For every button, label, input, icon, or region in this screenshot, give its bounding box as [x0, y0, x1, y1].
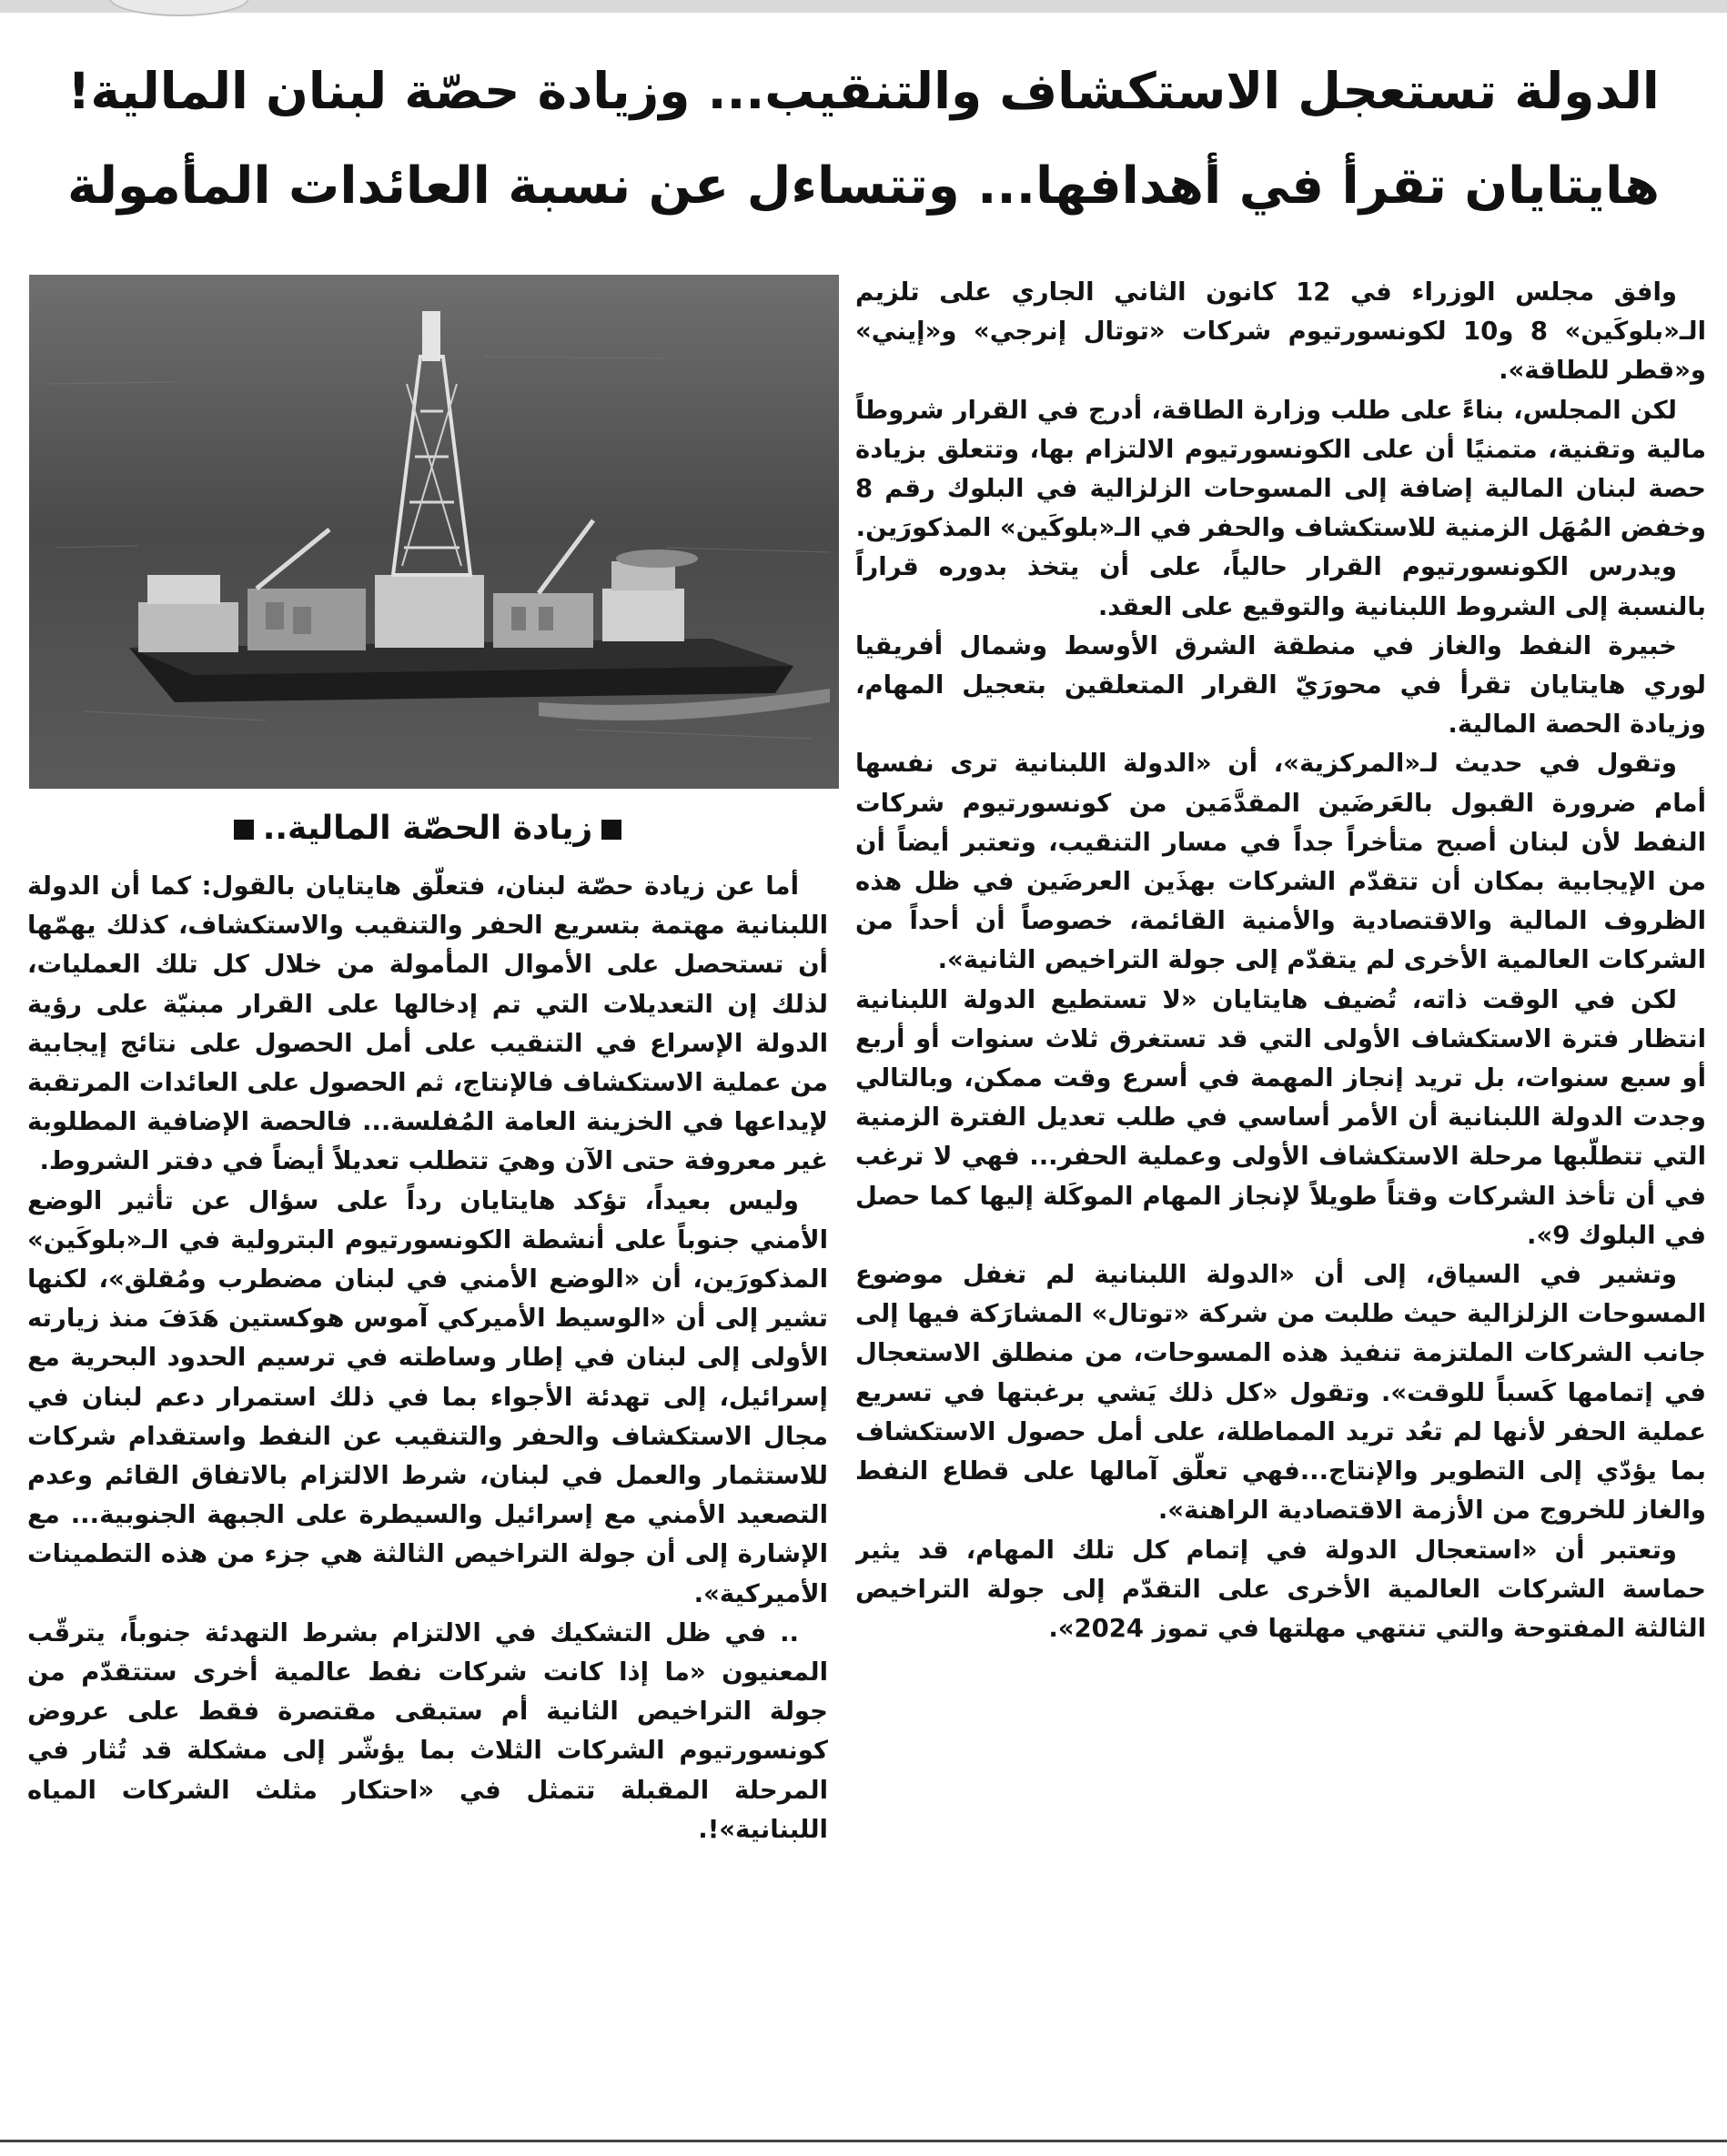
paragraph: أما عن زيادة حصّة لبنان، فتعلّق هايتايان بالقول: كما أن الدولة اللبنانية مهتمة بتسريع الحفر والتنقيب والاستكشاف، كذلك يهمّها أن تستحصل على الأموال المأمولة من خلال كل تلك العمليات، لذلك إن التعديلات التي تم إدخالها على القرار مبنيّة على رؤية الدولة الإسراع في التنقيب على أمل الحصول على نتائج إيجابية من عملية الاستكشاف فالإنتاج، ثم الحصول على العائدات المرتقبة لإيداعها في الخزينة العامة المُفلسة... فالحصة الإضافية المطلوبة غير معروفة حتى الآن وهيَ تتطلب تعديلاً أيضاً في دفتر الشروط. [27, 871, 828, 1176]
paragraph: ويدرس الكونسورتيوم القرار حالياً، على أن يتخذ بدوره قراراً بالنسبة إلى الشروط اللبنانية والتوقيع على العقد. [855, 552, 1706, 621]
paragraph: وتقول في حديث لـ«المركزية»، أن «الدولة اللبنانية ترى نفسها أمام ضرورة القبول بالعَرضَين المقدَّمَين من كونسورتيوم شركات النفط لأن لبنان أصبح متأخراً جداً في مسار التنقيب، وتعتبر أيضاً أن من الإيجابية بمكان أن تتقدّم الشركات بهذَين العرضَين في ظل هذه الظروف المالية والاقتصادية والأمنية القائمة، خصوصاً أن أحداً من الشركات العالمية الأخرى لم يتقدّم إلى جولة التراخيص الثانية». [855, 749, 1706, 975]
paragraph: وتعتبر أن «استعجال الدولة في إتمام كل تلك المهام، قد يثير حماسة الشركات العالمية الأخرى على التقدّم إلى جولة التراخيص الثالثة المفتوحة والتي تنتهي مهلتها في تموز 2024». [855, 1535, 1706, 1643]
paragraph: وليس بعيداً، تؤكد هايتايان رداً على سؤال عن تأثير الوضع الأمني جنوباً على أنشطة الكونسورتيوم البترولية في الـ«بلوكَين» المذكورَين، أن «الوضع الأمني في لبنان مضطرب ومُقلق»، لكنها تشير إلى أن «الوسيط الأميركي آموس هوكستين هَدَفَ منذ زيارته الأولى إلى لبنان في إطار وساطته في ترسيم الحدود البحرية مع إسرائيل، إلى تهدئة الأجواء بما في ذلك استمرار دعم لبنان في مجال الاستكشاف والحفر والتنقيب عن النفط واستقدام شركات للاستثمار والعمل في لبنان، شرط الالتزام بالاتفاق القائم وعدم التصعيد الأمني مع إسرائيل والسيطرة على الجبهة الجنوبية... مع الإشارة إلى أن جولة التراخيص الثالثة هي جزء من هذه التطمينات الأميركية». [27, 1185, 828, 1608]
paragraph: .. في ظل التشكيك في الالتزام بشرط التهدئة جنوباً، يترقّب المعنيون «ما إذا كانت شركات نفط عالمية أخرى ستتقدّم من جولة التراخيص الثانية أم ستبقى مقتصرة فقط على عروض كونسورتيوم الشركات الثلاث بما يؤشّر إلى مشكلة قد تُثار في المرحلة المقبلة تتمثل في «احتكار مثلث الشركات المياه اللبنانية»!. [27, 1617, 828, 1844]
paragraph: لكن في الوقت ذاته، تُضيف هايتايان «لا تستطيع الدولة اللبنانية انتظار فترة الاستكشاف الأولى التي قد تستغرق ثلاث سنوات أو أربع أو سبع سنوات، بل تريد إنجاز المهمة في أسرع وقت ممكن، وبالتالي وجدت الدولة اللبنانية أن الأمر أساسي في طلب تعديل الفترة الزمنية التي تتطلّبها مرحلة الاستكشاف الأولى وعملية الحفر... فهي لا ترغب في أن تأخذ الشركات وقتاً طويلاً لإنجاز المهام الموكَلة إليها كما حصل في البلوك 9». [855, 984, 1706, 1250]
bottom-rule [0, 2140, 1727, 2142]
square-bullet-icon [234, 820, 254, 840]
paragraph: وتشير في السياق، إلى أن «الدولة اللبنانية لم تغفل موضوع المسوحات الزلزالية حيث طلبت من شركة «توتال» المشارَكة فيها إلى جانب الشركات الملتزمة تنفيذ هذه المسوحات، من منطلق الاستعجال في إتمامها كَسباً للوقت». وتقول «كل ذلك يَشي برغبتها في تسريع عملية الحفر لأنها لم تعُد تريد المماطلة، على أمل حصول الاستكشاف بما يؤدّي إلى التطوير والإنتاج...فهي تعلّق آمالها على قطاع النفط والغاز للخروج من الأزمة الاقتصادية الراهنة». [855, 1260, 1706, 1526]
subheading-text: زيادة الحصّة المالية.. [262, 810, 593, 847]
top-border-strip [0, 0, 1727, 13]
drillship-image [29, 275, 839, 789]
article-column-right [855, 273, 1706, 2129]
masthead-logo-fragment [109, 0, 249, 16]
paragraph: خبيرة النفط والغاز في منطقة الشرق الأوسط وشمال أفريقيا لوري هايتايان تقرأ في محورَيّ القرار المتعلقين بتعجيل المهام، وزيادة الحصة المالية. [855, 630, 1706, 740]
headline-line-2: هايتايان تقرأ في أهدافها... وتتساءل عن نسبة العائدات المأمولة [67, 156, 1660, 216]
square-bullet-icon [601, 820, 621, 840]
headline-line-1: الدولة تستعجل الاستكشاف والتنقيب... وزيادة حصّة لبنان المالية! [67, 62, 1660, 120]
article-photo [29, 275, 839, 789]
section-subheading [27, 810, 828, 847]
paragraph: وافق مجلس الوزراء في 12 كانون الثاني الجاري على تلزيم الـ«بلوكَين» 8 و10 لكونسورتيوم شركات «توتال إنرجي» و«إيني» و«قطر للطاقة». [855, 277, 1706, 386]
paragraph: لكن المجلس، بناءً على طلب وزارة الطاقة، أدرج في القرار شروطاً مالية وتقنية، متمنيًا أن على الكونسورتيوم الالتزام بها، وتتعلق بزيادة حصة لبنان المالية إضافة إلى المسوحات الزلزالية في البلوك رقم 8 وخفض المُهَل الزمنية للاستكشاف والحفر في الـ«بلوكَين» المذكورَين. [855, 395, 1706, 543]
article-column-left [27, 867, 828, 2131]
